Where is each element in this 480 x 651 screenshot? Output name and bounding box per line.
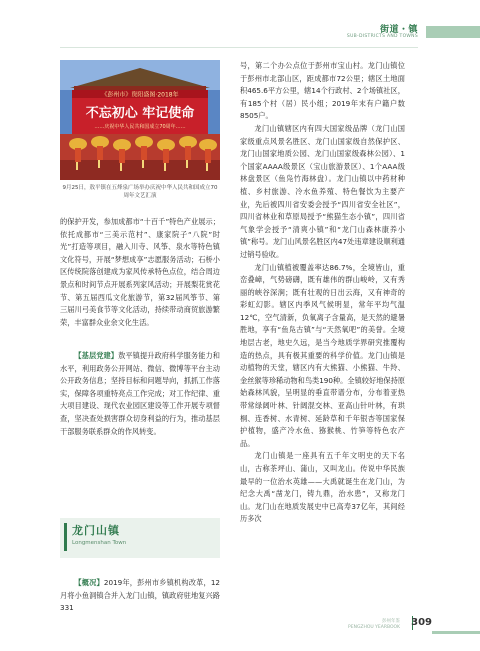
event-photo: [60, 60, 220, 180]
banner-main-text: 不忘初心 牢记使命: [85, 106, 195, 121]
party-building-text: 敖平镇提升政府科学服务能力和水平，利用政务公开网站、微信、微博等平台主动公开政务信息；坚持目标和问题导向，抓抓工作落实，保障各项重特亮点工作完成；对工作纪律、重大项目建设、现代农业园区建设等工作开展专项督查，坚决查处损害群众切身利益的行为，推动基层干部服务联系群众的作风转变。: [60, 351, 220, 436]
right-column: [240, 60, 405, 526]
footer-logo-en: PENGZHOU YEARBOOK: [348, 625, 400, 630]
left-paragraph-1: 的保护开发，参加成都市“十百千”特色产业展示；依托成都市“三美示范村”、康家院子“八院”时光”打造等项目，融入川寺、风筝、泉水等特色镇文化符号，开展“梦想成享”志愿服务活动；石桥小区传统院落创建成为家风传承特色点位，结合周边景点和时间节点开展系列家风活动；开展梨花赏花节、第五届西瓜文化旅游节，第32届风筝节、第三届川弓美食节等文化活动，持续带动商贸旅游繁荣，丰富群众业余文化生活。: [60, 217, 220, 327]
section-title: 龙门山镇: [72, 524, 120, 537]
footer-logo-cn: 彭州年鉴: [382, 619, 400, 624]
right-paragraph-2: 龙门山镇辖区内有四大国家级品牌（龙门山国家级重点风景名胜区、龙门山国家级自然保护区、龙门山国家地质公园、龙门山国家级森林公园）、1个国家AAAA级景区（宝山旅游景区）、1个AAA级林盘景区（鱼凫竹海林盘）。龙门山镇以中药材种植、乡村旅游、冷水鱼养殖、特色餐饮为主要产业，先后被四川省安委会授予“四川省安全社区”，四川省林业和草原局授予“熊猫生态小镇”，四川省气象学会授予“清爽小镇”和“龙门山森林康养小镇”称号。龙门山风景名胜区内47处违章建设顺利通过销号验收。: [240, 123, 405, 259]
party-building-section: [60, 350, 220, 438]
section-header-bar: [64, 523, 67, 551]
header-divider: [60, 47, 418, 48]
overview-section: [60, 577, 220, 615]
section-subtitle: Longmenshan Town: [72, 540, 127, 546]
header-title: 街道・镇: [379, 25, 418, 35]
overview-text: 2019年，彭州市乡镇机构改革，12月将小鱼洞镇合并入龙门山镇，镇政府驻地复兴路331: [60, 578, 220, 613]
banner-sub-text: ……庆祝中华人民共和国成立70周年……: [94, 124, 186, 130]
footer-accent-bar: [432, 631, 480, 634]
right-paragraph-3: 龙门山镇植被覆盖率达86.7%，全境皆山，重峦叠嶂，气势磅礴，既有雄伟的群山峻岭，又有秀丽的峡谷深涧；既有壮观的日出云海，又有神奇的彩虹幻影。辖区内季风气候明显，常年平均气温12℃，空气清新，负氧离子含量高，是天然的避暑胜地，享有“鱼凫古镇”与“天然氧吧”的美誉。全境地层古老，地史久远，是当今地质学界研究推覆构造的热点，具有极其重要的科学价值。龙门山镇是动植物的天堂，辖区内有大熊猫、小熊猫、牛羚、金丝猴等珍稀动物和鸟类190种。全镇较好地保持原始森林风貌，呈明显的垂直带谱分布，分布着亚热带常绿阔叶林、针阔混交林、亚高山针叶林，有珙桐、连香树、水青树、延龄草和千年银杏等国家保护植物，盛产冷水鱼、猕猴桃、竹笋等特色农产品。: [240, 262, 405, 448]
overview-tag: 【概况】: [74, 578, 104, 587]
left-column-paragraph: [60, 216, 220, 329]
header-subtitle: SUB-DISTRICTS AND TOWNS: [346, 34, 418, 39]
banner-top-text: 《彭州市》资阳盛图·2018年: [101, 91, 179, 99]
photo-caption: 9月25日，敖平镇在五烽泉广场举办庆祝中华人民共和国成立70周年文艺汇演: [62, 185, 218, 199]
footer-logo: [348, 619, 400, 631]
page-number: 309: [411, 617, 432, 628]
right-paragraph-4: 龙门山镇是一座具有五千年文明史的天下名山，古称茶坪山、蒲山，又叫龙山。传说中华民族最早的一位治水英雄——大禹就诞生在龙门山，为纪念大禹“凿龙门，铸九鼎，治水患”，又称龙门山。龙门山在地质发展史中已高寿37亿年，其间经历多次: [240, 451, 405, 524]
header-accent-bar: [426, 26, 480, 38]
party-building-tag: 【基层党建】: [74, 351, 119, 360]
right-paragraph-1: 号，第二个办公点位于彭州市宝山村。龙门山镇位于彭州市北部山区，距成都市72公里；辖区土地面积465.6平方公里，辖14个行政村、2个场镇社区，有185个村（居）民小组；2019年末有户籍户数8505户。: [240, 61, 405, 121]
event-photo-illustration: [60, 60, 220, 180]
